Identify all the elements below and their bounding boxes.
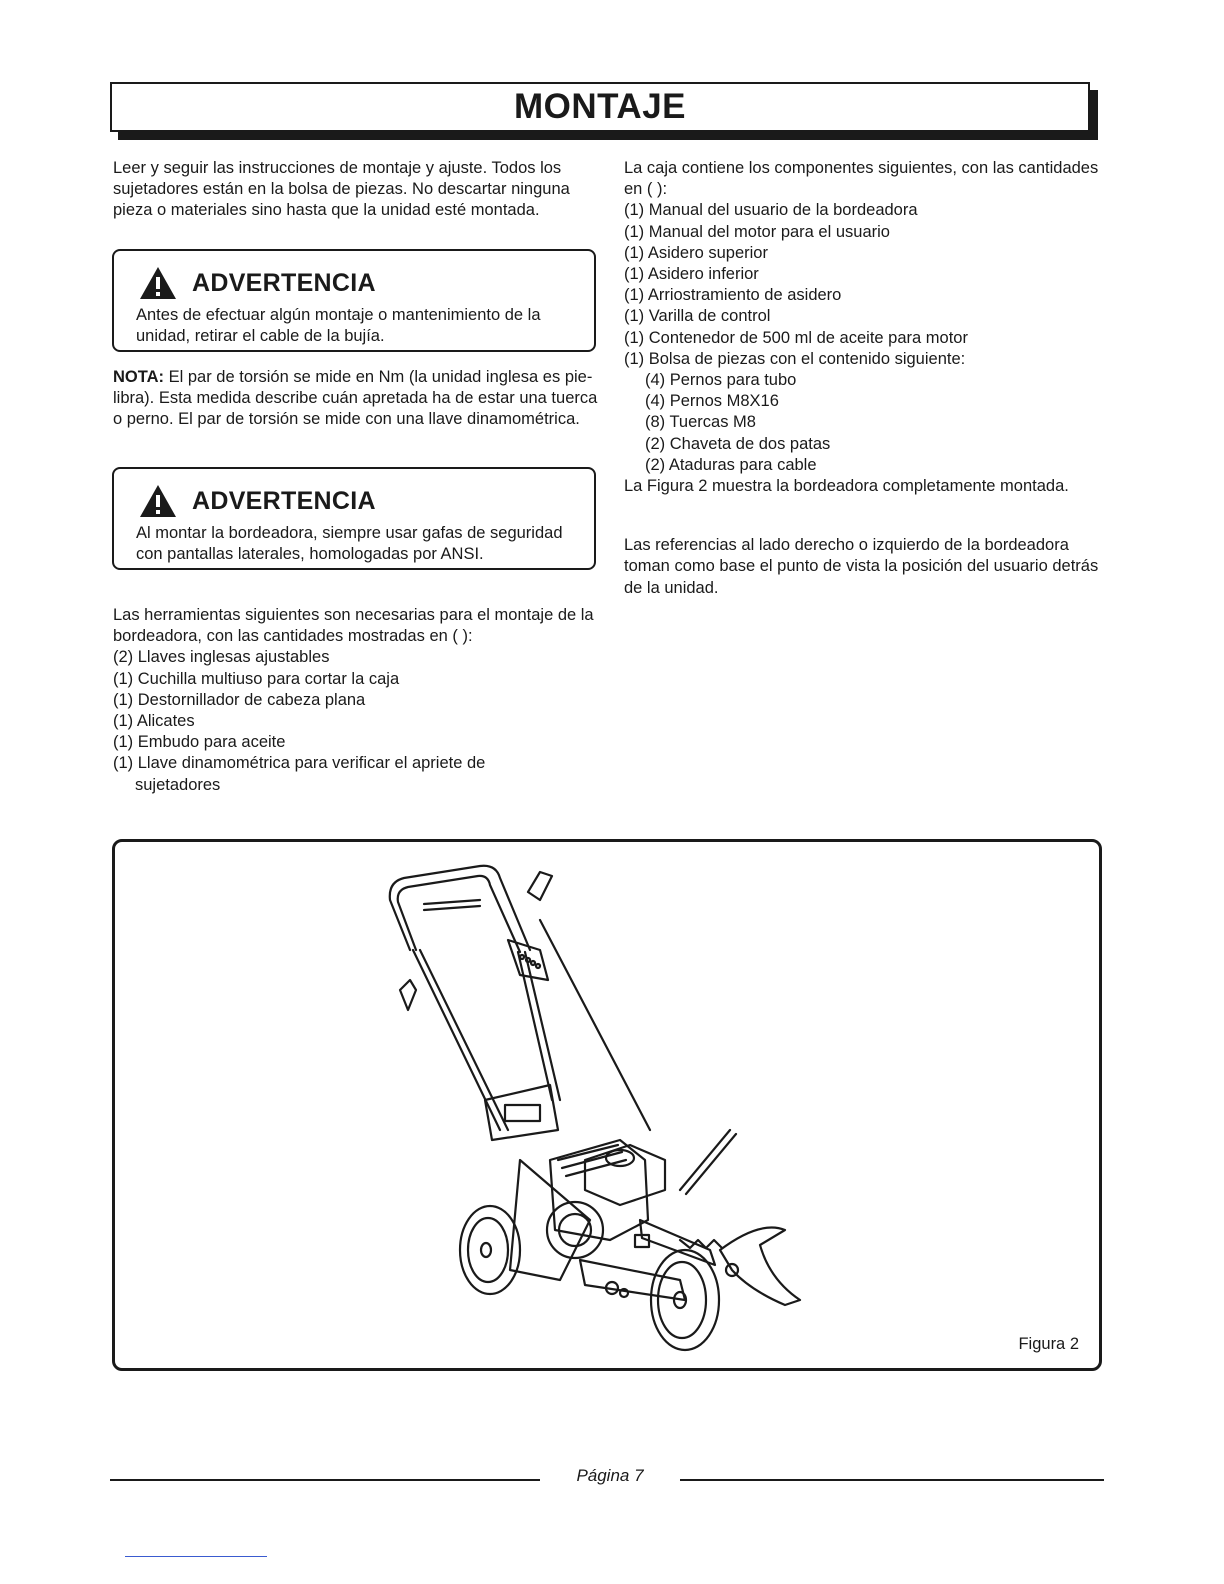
edger-illustration-icon xyxy=(380,860,820,1360)
figure-2-box xyxy=(112,839,1102,1371)
intro-text: Leer y seguir las instrucciones de montaje y ajuste. Todos los sujetadores están en la bolsa de piezas. No descartar ninguna pieza o materiales sino hasta que la unidad esté montada. xyxy=(113,159,570,220)
list-item: (1) Manual del usuario de la bordeadora xyxy=(624,201,918,220)
list-item: (1) Asidero superior xyxy=(624,243,768,262)
warning-header xyxy=(138,265,376,301)
list-item: (1) Bolsa de piezas con el contenido siguiente: xyxy=(624,349,966,368)
list-item: (1) Asidero inferior xyxy=(624,265,759,284)
bottom-underline-link[interactable] xyxy=(125,1556,267,1557)
list-item: (1) Embudo para aceite xyxy=(113,733,286,752)
list-item: (1) Destornillador de cabeza plana xyxy=(113,690,366,709)
list-item-text: (1) Llave dinamométrica para verificar el apriete de xyxy=(113,754,486,773)
footer-rule-right xyxy=(680,1479,1104,1481)
warning-box-1 xyxy=(112,249,596,352)
note-text: El par de torsión se mide en Nm (la unidad inglesa es pie-libra). Esta medida describe cuán apretada ha de estar una tuerca o perno. El par de torsión se mide con una llave dinamométrica. xyxy=(113,368,598,429)
list-item: (1) Cuchilla multiuso para cortar la caja xyxy=(113,669,400,688)
tools-section xyxy=(113,605,608,796)
warning-header xyxy=(138,483,376,519)
warning-label: ADVERTENCIA xyxy=(192,486,376,515)
note-label: NOTA: xyxy=(113,368,165,386)
section-title-banner xyxy=(110,82,1090,132)
list-item: (2) Llaves inglesas ajustables xyxy=(113,648,330,667)
box-contents-section xyxy=(624,158,1114,599)
sub-list-item: (2) Chaveta de dos patas xyxy=(645,434,831,453)
sub-list-item: (2) Ataduras para cable xyxy=(645,455,817,474)
warning-text: Al montar la bordeadora, siempre usar gafas de seguridad con pantallas laterales, homologadas por ANSI. xyxy=(136,524,563,564)
sub-list-item: (4) Pernos para tubo xyxy=(645,371,797,390)
list-item: (1) Arriostramiento de asidero xyxy=(624,286,842,305)
tools-list xyxy=(113,647,608,795)
list-item: (1) Contenedor de 500 ml de aceite para motor xyxy=(624,328,968,347)
box-contents-list xyxy=(624,200,1114,476)
sub-list-item: (8) Tuercas M8 xyxy=(645,413,756,432)
list-item: (1) Alicates xyxy=(113,712,195,731)
warning-text: Antes de efectuar algún montaje o mantenimiento de la unidad, retirar el cable de la bujía. xyxy=(136,306,541,346)
list-item xyxy=(113,753,608,795)
list-item: (1) Manual del motor para el usuario xyxy=(624,222,890,241)
note-paragraph xyxy=(113,367,603,431)
page-title: MONTAJE xyxy=(513,87,687,126)
footer-rule-left xyxy=(110,1479,540,1481)
references-paragraph: Las referencias al lado derecho o izquierdo de la bordeadora toman como base el punto de vista la posición del usuario detrás de la unidad. xyxy=(624,536,1099,597)
warning-triangle-icon xyxy=(138,265,178,301)
list-item-continuation: sujetadores xyxy=(135,775,221,794)
warning-label: ADVERTENCIA xyxy=(192,268,376,297)
list-item: (1) Varilla de control xyxy=(624,307,771,326)
page-number: Página 7 xyxy=(576,1466,644,1485)
sub-list-item: (4) Pernos M8X16 xyxy=(645,392,779,411)
tools-intro: Las herramientas siguientes son necesarias para el montaje de la bordeadora, con las cantidades mostradas en ( ): xyxy=(113,606,594,646)
figure-caption: Figura 2 xyxy=(1018,1335,1079,1353)
intro-paragraph xyxy=(113,158,608,222)
warning-box-2 xyxy=(112,467,596,570)
figure-note: La Figura 2 muestra la bordeadora completamente montada. xyxy=(624,477,1069,496)
warning-triangle-icon xyxy=(138,483,178,519)
box-contents-intro: La caja contiene los componentes siguientes, con las cantidades en ( ): xyxy=(624,159,1099,199)
